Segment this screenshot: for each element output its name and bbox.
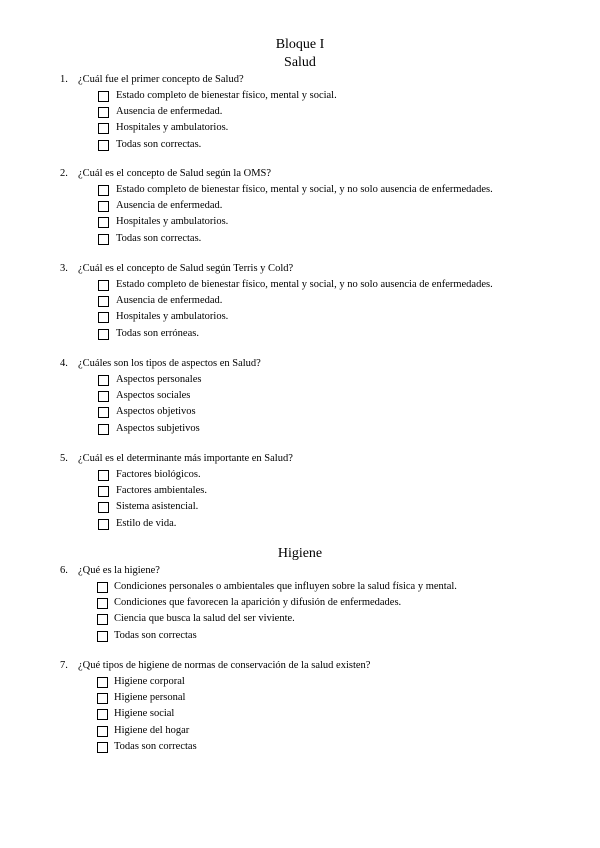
section-title-higiene: Higiene — [277, 546, 323, 561]
option — [0, 293, 600, 309]
question-number: 1. — [60, 74, 68, 85]
checkbox[interactable] — [97, 598, 108, 609]
checkbox[interactable] — [98, 107, 109, 118]
checkbox[interactable] — [97, 693, 108, 704]
question-text: ¿Cuál fue el primer concepto de Salud? — [78, 74, 244, 85]
option-text: Todas son erróneas. — [116, 327, 199, 339]
question-number: 4. — [60, 358, 68, 369]
question-number: 2. — [60, 168, 68, 179]
option-text: Higiene del hogar — [114, 724, 190, 736]
checkbox[interactable] — [98, 424, 109, 435]
option-text: Estado completo de bienestar físico, mental y social. — [116, 90, 337, 101]
checkbox[interactable] — [98, 201, 109, 212]
checkbox[interactable] — [98, 391, 109, 402]
option-text: Higiene personal — [114, 692, 186, 704]
option — [0, 579, 600, 595]
option-text: Todas son correctas. — [116, 138, 202, 150]
option-text: Higiene social — [114, 708, 175, 720]
checkbox[interactable] — [97, 614, 108, 625]
option — [0, 372, 600, 388]
question-number: 3. — [60, 263, 68, 274]
option — [0, 739, 600, 755]
option — [0, 706, 600, 722]
question-number: 5. — [60, 453, 68, 464]
checkbox[interactable] — [98, 185, 109, 196]
option — [0, 690, 600, 706]
option-text: Factores ambientales. — [116, 485, 207, 497]
checkbox[interactable] — [98, 123, 109, 134]
option — [0, 388, 600, 404]
option — [0, 611, 600, 627]
question-text: ¿Qué tipos de higiene de normas de conservación de la salud existen? — [78, 660, 371, 671]
option — [0, 277, 600, 293]
checkbox[interactable] — [98, 502, 109, 513]
option-text: Higiene corporal — [114, 676, 185, 687]
question-text: ¿Cuáles son los tipos de aspectos en Salud? — [78, 358, 261, 369]
option — [0, 137, 600, 153]
block-title: Bloque I — [275, 37, 325, 52]
checkbox[interactable] — [98, 140, 109, 151]
question-number: 6. — [60, 565, 68, 576]
question-number: 7. — [60, 660, 68, 671]
option — [0, 88, 600, 104]
option-text: Ausencia de enfermedad. — [116, 200, 223, 212]
option — [0, 628, 600, 644]
option — [0, 326, 600, 342]
option-text: Todas son correctas — [114, 740, 197, 752]
question-4 — [0, 356, 600, 437]
option-text: Ciencia que busca la salud del ser viviente. — [114, 613, 295, 625]
option — [0, 231, 600, 247]
question-text: ¿Qué es la higiene? — [78, 565, 160, 576]
option — [0, 214, 600, 230]
option — [0, 404, 600, 420]
option — [0, 674, 600, 690]
checkbox[interactable] — [98, 407, 109, 418]
checkbox[interactable] — [97, 709, 108, 720]
option-text: Aspectos subjetivos — [116, 422, 200, 434]
option — [0, 120, 600, 136]
checkbox[interactable] — [98, 312, 109, 323]
option-text: Aspectos objetivos — [116, 406, 196, 418]
option-text: Sistema asistencial. — [116, 501, 199, 513]
question-text: ¿Cuál es el concepto de Salud según la OMS? — [78, 168, 272, 179]
option-text: Estado completo de bienestar físico, mental y social, y no solo ausencia de enfermedades. — [116, 279, 493, 290]
option — [0, 483, 600, 499]
checkbox[interactable] — [98, 519, 109, 530]
checkbox[interactable] — [98, 280, 109, 291]
question-5 — [0, 451, 600, 532]
option-text: Hospitales y ambulatorios. — [116, 122, 229, 134]
option-text: Todas son correctas. — [116, 232, 202, 244]
checkbox[interactable] — [98, 296, 109, 307]
option — [0, 198, 600, 214]
option — [0, 595, 600, 611]
option — [0, 499, 600, 515]
question-3 — [0, 261, 600, 342]
option-text: Estado completo de bienestar físico, mental y social, y no solo ausencia de enfermedades. — [116, 184, 493, 195]
option-text: Condiciones que favorecen la aparición y difusión de enfermedades. — [114, 597, 402, 609]
question-7 — [0, 658, 600, 755]
question-text: ¿Cuál es el concepto de Salud según Terris y Cold? — [78, 263, 294, 274]
option-text: Aspectos sociales — [116, 390, 191, 402]
option — [0, 104, 600, 120]
option-text: Ausencia de enfermedad. — [116, 106, 223, 118]
section-title-salud: Salud — [284, 55, 316, 70]
option — [0, 182, 600, 198]
option — [0, 516, 600, 532]
checkbox[interactable] — [98, 234, 109, 245]
question-text: ¿Cuál es el determinante más importante en Salud? — [78, 453, 293, 464]
checkbox[interactable] — [98, 217, 109, 228]
option-text: Hospitales y ambulatorios. — [116, 311, 229, 323]
question-2 — [0, 166, 600, 247]
option-text: Estilo de vida. — [116, 517, 177, 529]
option — [0, 421, 600, 437]
option — [0, 723, 600, 739]
option — [0, 467, 600, 483]
checkbox[interactable] — [98, 470, 109, 481]
checkbox[interactable] — [98, 329, 109, 340]
option-text: Condiciones personales o ambientales que influyen sobre la salud física y mental. — [114, 581, 457, 592]
question-1 — [0, 72, 600, 153]
checkbox[interactable] — [98, 375, 109, 386]
checkbox[interactable] — [98, 91, 109, 102]
checkbox[interactable] — [97, 631, 108, 642]
option — [0, 309, 600, 325]
checkbox[interactable] — [98, 486, 109, 497]
checkbox[interactable] — [97, 582, 108, 593]
checkbox[interactable] — [97, 726, 108, 737]
checkbox[interactable] — [97, 742, 108, 753]
option-text: Hospitales y ambulatorios. — [116, 216, 229, 228]
option-text: Ausencia de enfermedad. — [116, 295, 223, 307]
option-text: Factores biológicos. — [116, 469, 201, 480]
question-6 — [0, 563, 600, 644]
option-text: Aspectos personales — [116, 374, 202, 385]
checkbox[interactable] — [97, 677, 108, 688]
option-text: Todas son correctas — [114, 629, 197, 641]
